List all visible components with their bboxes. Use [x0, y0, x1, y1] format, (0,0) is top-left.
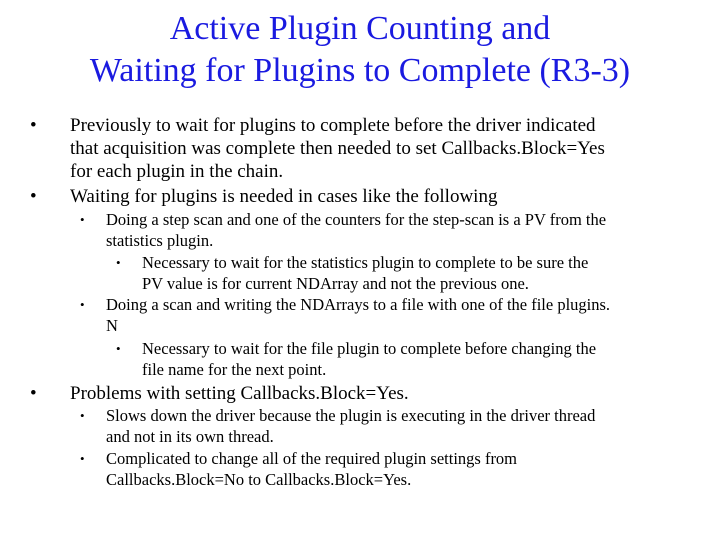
- sub-sub-bullet-line: file name for the next point.: [142, 360, 327, 379]
- sub-sub-bullet-dot: •: [116, 341, 121, 356]
- sub-bullet-line: Callbacks.Block=No to Callbacks.Block=Yes.: [106, 470, 412, 489]
- sub-sub-bullet-text: [142, 252, 588, 294]
- sub-bullet-text: [106, 448, 517, 490]
- sub-sub-bullet-line: Necessary to wait for the file plugin to complete before changing the: [142, 339, 597, 358]
- bullet-line: that acquisition was complete then needed to set Callbacks.Block=Yes: [70, 138, 605, 159]
- sub-bullet-line: statistics plugin.: [106, 231, 214, 250]
- sub-bullet-dot: •: [80, 297, 85, 312]
- bullet-line: Previously to wait for plugins to complete before the driver indicated: [70, 115, 596, 136]
- bullet-text: [70, 382, 670, 405]
- bullet-line: for each plugin in the chain.: [70, 161, 284, 182]
- title-line-2: Waiting for Plugins to Complete (R3-3): [89, 52, 631, 89]
- sub-bullet-dot: •: [80, 212, 85, 227]
- sub-bullet-text: [106, 294, 610, 336]
- sub-bullet-line: Complicated to change all of the required plugin settings from: [106, 449, 518, 468]
- bullet-line: Problems with setting Callbacks.Block=Yes.: [70, 383, 409, 404]
- sub-bullet-line: Doing a scan and writing the NDArrays to a file with one of the file plugins.: [106, 295, 611, 314]
- sub-bullet-text: [106, 209, 606, 251]
- bullet-text: [70, 114, 670, 183]
- bullet-text: [70, 185, 670, 208]
- sub-sub-bullet-line: Necessary to wait for the statistics plugin to complete to be sure the: [142, 253, 589, 272]
- sub-bullet-line: Doing a step scan and one of the counters for the step-scan is a PV from the: [106, 210, 607, 229]
- sub-bullet-dot: •: [80, 408, 85, 423]
- sub-sub-bullet-dot: •: [116, 255, 121, 270]
- sub-bullet-line: N: [106, 316, 118, 335]
- sub-bullet-line: Slows down the driver because the plugin is executing in the driver thread: [106, 406, 596, 425]
- title-line-1: Active Plugin Counting and: [169, 10, 551, 47]
- bullet-dot: •: [30, 383, 37, 404]
- bullet-dot: •: [30, 186, 37, 207]
- sub-bullet-text: [106, 405, 595, 447]
- sub-sub-bullet-line: PV value is for current NDArray and not the previous one.: [142, 274, 529, 293]
- bullet-dot: •: [30, 115, 37, 136]
- sub-sub-bullet-text: [142, 338, 596, 380]
- sub-bullet-line: and not in its own thread.: [106, 427, 274, 446]
- sub-bullet-dot: •: [80, 451, 85, 466]
- bullet-line: Waiting for plugins is needed in cases like the following: [70, 186, 498, 207]
- slide-title: [0, 8, 720, 92]
